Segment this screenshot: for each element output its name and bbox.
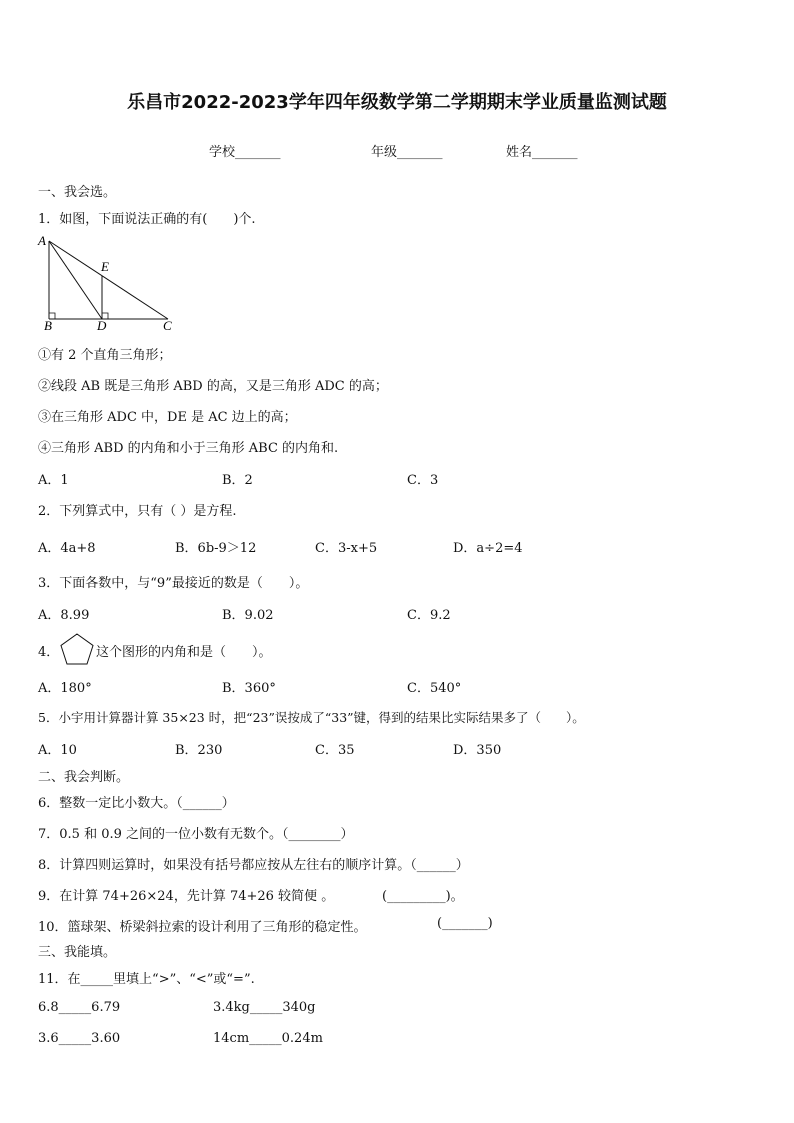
q6-statement: 6．整数一定比小数大。（______） <box>38 796 235 811</box>
q11-row2-left: 3.6_____3.60 <box>38 1031 121 1046</box>
q4-stem: 这个图形的内角和是（ ）。 <box>96 645 272 660</box>
q4-number: 4． <box>38 645 60 660</box>
q11-row1-left: 6.8_____6.79 <box>38 1000 121 1015</box>
section-heading-1: 一、我会选。 <box>38 185 117 200</box>
q3-option-c: C．9.2 <box>407 608 451 623</box>
q11-row1-right: 3.4kg_____340g <box>213 1000 316 1015</box>
q5-option-b: B．230 <box>175 743 223 758</box>
q1-stem: 1．如图，下面说法正确的有( )个. <box>38 212 256 227</box>
q5-option-d: D．350 <box>453 743 502 758</box>
q10-statement: 10．篮球架、桥梁斜拉索的设计利用了三角形的稳定性。 <box>38 920 367 935</box>
q4-option-b: B．360° <box>222 681 276 696</box>
label-a: A <box>38 233 46 248</box>
q1-statement-3: ③在三角形 ADC 中，DE 是 AC 边上的高； <box>38 410 297 425</box>
q7-statement: 7．0.5 和 0.9 之间的一位小数有无数个。（________） <box>38 827 354 842</box>
q1-statement-4: ④三角形 ABD 的内角和小于三角形 ABC 的内角和. <box>38 441 339 456</box>
q5-option-c: C．35 <box>315 743 355 758</box>
q1-option-b: B．2 <box>222 473 253 488</box>
label-c: C <box>163 318 172 331</box>
q11-stem: 11．在_____里填上“>”、“<”或“=”. <box>38 972 255 987</box>
q9-blank: (_________)。 <box>382 889 464 904</box>
q5-stem: 5．小宇用计算器计算 35×23 时，把“23”误按成了“33”键，得到的结果比实际结果多了（ ）。 <box>38 710 585 725</box>
q11-row2-right: 14cm_____0.24m <box>213 1031 323 1046</box>
q1-option-a: A．1 <box>38 473 69 488</box>
page-title: 乐昌市2022-2023学年四年级数学第二学期期末学业质量监测试题 <box>127 92 667 113</box>
name-field: 姓名_______ <box>506 145 578 160</box>
section-heading-2: 二、我会判断。 <box>38 770 130 785</box>
q2-option-a: A．4a+8 <box>38 541 96 556</box>
q1-statement-1: ①有 2 个直角三角形； <box>38 348 172 363</box>
q2-stem: 2．下列算式中，只有（ ）是方程. <box>38 504 237 519</box>
label-e: E <box>101 259 109 274</box>
q8-statement: 8．计算四则运算时，如果没有括号都应按从左往右的顺序计算。（______） <box>38 858 469 873</box>
label-d: D <box>97 318 107 331</box>
label-b: B <box>44 318 52 331</box>
q3-option-a: A．8.99 <box>38 608 90 623</box>
q4-option-a: A．180° <box>38 681 92 696</box>
q9-statement: 9．在计算 74+26×24，先计算 74+26 较简便 。 <box>38 889 335 904</box>
school-field: 学校_______ <box>209 145 281 160</box>
triangle-figure <box>34 231 184 331</box>
q2-option-d: D．a÷2=4 <box>453 541 523 556</box>
q5-option-a: A．10 <box>38 743 77 758</box>
q2-option-b: B．6b-9＞12 <box>175 541 257 556</box>
pentagon-figure <box>59 632 95 666</box>
q3-option-b: B．9.02 <box>222 608 274 623</box>
q2-option-c: C．3-x+5 <box>315 541 378 556</box>
q4-option-c: C．540° <box>407 681 462 696</box>
q3-stem: 3．下面各数中，与“9”最接近的数是（ ）。 <box>38 576 309 591</box>
q10-blank: (_______) <box>437 916 493 931</box>
q1-statement-2: ②线段 AB 既是三角形 ABD 的高，又是三角形 ADC 的高； <box>38 379 388 394</box>
section-heading-3: 三、我能填。 <box>38 945 117 960</box>
q1-option-c: C．3 <box>407 473 439 488</box>
grade-field: 年级_______ <box>371 145 443 160</box>
